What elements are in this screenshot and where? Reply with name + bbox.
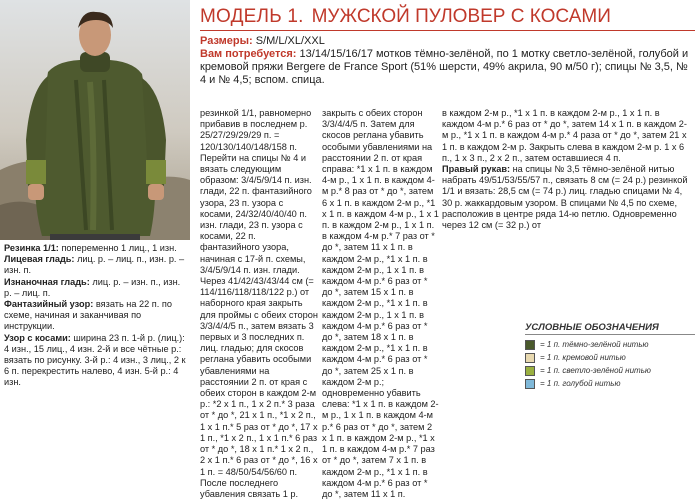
stitch-label: Узор с косами: [4, 332, 71, 343]
instructions-text: закрыть с обеих сторон 3/3/4/4/5 п. Затем для скосов реглана убавить особыми убавлениями на расстоянии 2 п. от края справа: *1 х 1 п. в каждом 4-м р., 1 х 1 п. в каждом 4-м р.* 8 раз от * до *, затем 6 х 1 п. в каждом 2-м р., *1 х 1 п. в каждом 4-м р., 1 х 1 п. в каждом 2-м р., 1 х 1 п. в каждом 4-м р.* 7 раз от * до *, затем 11 х 1 п. в каждом 2-м р., *1 х 1 п. в каждом 2-м р., 1 х 1 п. в каждом 4-м р.* 6 раз от * до *, затем 15 х 1 п. в каждом 2-м р., *1 х 1 п. в каждом 2-м р., 1 х 1 п. в каждом 4-м р.* 6 раз от * до *, затем 18 х 1 п. в каждом 2-м р., *1 х 1 п. в каждом 4-м р.* 6 раз от * до *, затем 25 х 1 п. в каждом 2-м р.; одновременно убавить слева: *1 х 1 п. в каждом 2-м р., 1 х 1 п. в каждом 4-м р.* 6 раз от * до *, затем 2 х 1 п. в каждом 2-м р., *1 х 1 п. в каждом 4-м р.* 7 раз от * до *, затем 7 х 1 п. в каждом 2-м р., *1 х 1 п. в каждом 4-м р.* 6 раз от * до *, затем 11 х 1 п. [322, 108, 439, 499]
stitch-label: Фантазийный узор: [4, 299, 94, 310]
swatch-blue [525, 379, 535, 389]
stitch-rib [4, 243, 190, 254]
model-photo [0, 0, 190, 240]
legend-item [525, 351, 695, 364]
swatch-cream [525, 353, 535, 363]
instructions-column-2 [322, 108, 439, 500]
model-title [200, 6, 695, 31]
sizes-line [200, 35, 695, 48]
stitch-stockinette [4, 254, 190, 276]
stitch-text: вязать на 22 п. по схеме, начиная и заканчивая по инструкции. [4, 299, 172, 332]
sizes-label: Размеры: [200, 35, 253, 47]
sleeve-instructions [442, 164, 692, 231]
sleeve-text: на спицы № 3,5 тёмно-зелёной нитью набрать 49/51/53/55/57 п., связать 8 см (= 24 р.) резинкой 1/1 и вязать: 28,5 см (= 74 р.) лиц. гладью спицами № 4, 30 р. жаккардовым узором. В спицами № 4,5 по схеме, расположив в центре ряда 14-ю петлю. Одновременно через 12 см (= 32 р.) от [442, 164, 688, 231]
instructions-text: в каждом 2-м р., *1 х 1 п. в каждом 2-м р., 1 х 1 п. в каждом 4-м р.* 6 раз от * до *, затем 14 х 1 п. в каждом 2-м р., *1 х 1 п. в каждом 4-м р.* 4 раза от * до *, затем 21 х 1 п. в каждом 2-м р. Закрыть слева в каждом 2-м р. 1 х 6 п., 1 х 3 п., 2 х 2 п., затем оставшиеся 4 п. [442, 108, 687, 163]
stitch-label: Лицевая гладь: [4, 254, 75, 265]
swatch-light-green [525, 366, 535, 376]
instructions-column-3 [442, 108, 692, 231]
stitch-text: лиц. р. – лиц. п., изн. р. – изн. п. [4, 254, 185, 276]
stitches-column [4, 243, 190, 389]
stitch-text: лиц. р. – изн. п., изн. р. – лиц. п. [4, 276, 181, 298]
legend-text: = 1 п. тёмно-зелёной нитью [540, 340, 649, 349]
legend-heading: УСЛОВНЫЕ ОБОЗНАЧЕНИЯ [525, 322, 695, 335]
swatch-dark-green [525, 340, 535, 350]
sizes-value: S/M/L/XL/XXL [255, 35, 325, 47]
materials-label: Вам потребуется: [200, 48, 297, 60]
stitch-text: ширина 23 п. 1-й р. (лиц.): 4 изн., 15 лиц., 4 изн. 2-й и все чётные р.: вязать по рисунку. 3-й р.: 4 изн., 3 лиц., 2 к 6 п. перекрестить налево, 4 изн. 5-й р.: 4 изн. [4, 332, 186, 388]
instructions-text: резинкой 1/1, равномерно прибавив в последнем р. 25/27/29/29/29 п. = 120/130/140/148/158 п. Перейти на спицы № 4 и вязать следующим образом: 3/4/5/9/14 п. изн. глади, 22 п. фантазийного узора, 23 п. узора с косами, 24/32/40/40/40 п. изн. глади, 23 п. узора с косами, 22 п. фантазийного узора, начиная с 17-й п. схемы, 3/4/5/9/14 п. изн. глади. Через 41/42/43/43/44 см (= 114/116/118/118/122 р.) от наборного края закрыть для проймы с обеих сторон 3/3/4/4/5 п., затем вязать 3 первых и 3 последних п. лиц. гладью; для скосов реглана убавить особыми убавлениями на расстоянии 2 п. от края с обеих сторон в каждом 2-м р.: *2 х 1 п., 1 х 2 п.* 3 раза от * до *, 21 х 1 п., *1 х 2 п., 1 х 1 п.* 5 раз от * до *, 17 х 1 п., *1 х 2 п., 1 х 1 п.* 6 раз от * до *, 18 х 1 п.* 1 х 2 п., 2 х 1 п.* 6 раз от * до *, 16 х 1 п. = 48/50/54/56/60 п. После последнего убавления связать 1 р. [200, 108, 318, 499]
model-name: МУЖСКОЙ ПУЛОВЕР С КОСАМИ [311, 6, 611, 27]
legend [525, 322, 695, 390]
legend-item [525, 338, 695, 351]
stitch-fancy [4, 299, 190, 333]
sleeve-label: Правый рукав: [442, 164, 511, 175]
legend-text: = 1 п. светло-зелёной нитью [540, 366, 651, 375]
stitch-reverse [4, 277, 190, 299]
legend-text: = 1 п. кремовой нитью [540, 353, 626, 362]
legend-item [525, 377, 695, 390]
stitch-label: Изнаночная гладь: [4, 276, 90, 287]
article-header [200, 6, 695, 87]
stitch-cable [4, 333, 190, 389]
materials-line [200, 48, 695, 87]
materials-value: 13/14/15/16/17 мотков тёмно-зелёной, по 1 мотку светло-зелёной, голубой и кремовой пряжи Bergere de France Sport (51% шерсти, 49% акрила, 90 м/50 г); спицы № 3,5, № 4 и № 4,5; вспом. спица. [200, 48, 689, 86]
legend-text: = 1 п. голубой нитью [540, 379, 621, 388]
model-number: МОДЕЛЬ 1. [200, 6, 304, 27]
instructions-column-1 [200, 108, 318, 500]
legend-item [525, 364, 695, 377]
stitch-label: Резинка 1/1: [4, 243, 59, 253]
stitch-text: попеременно 1 лиц., 1 изн. [61, 243, 177, 253]
